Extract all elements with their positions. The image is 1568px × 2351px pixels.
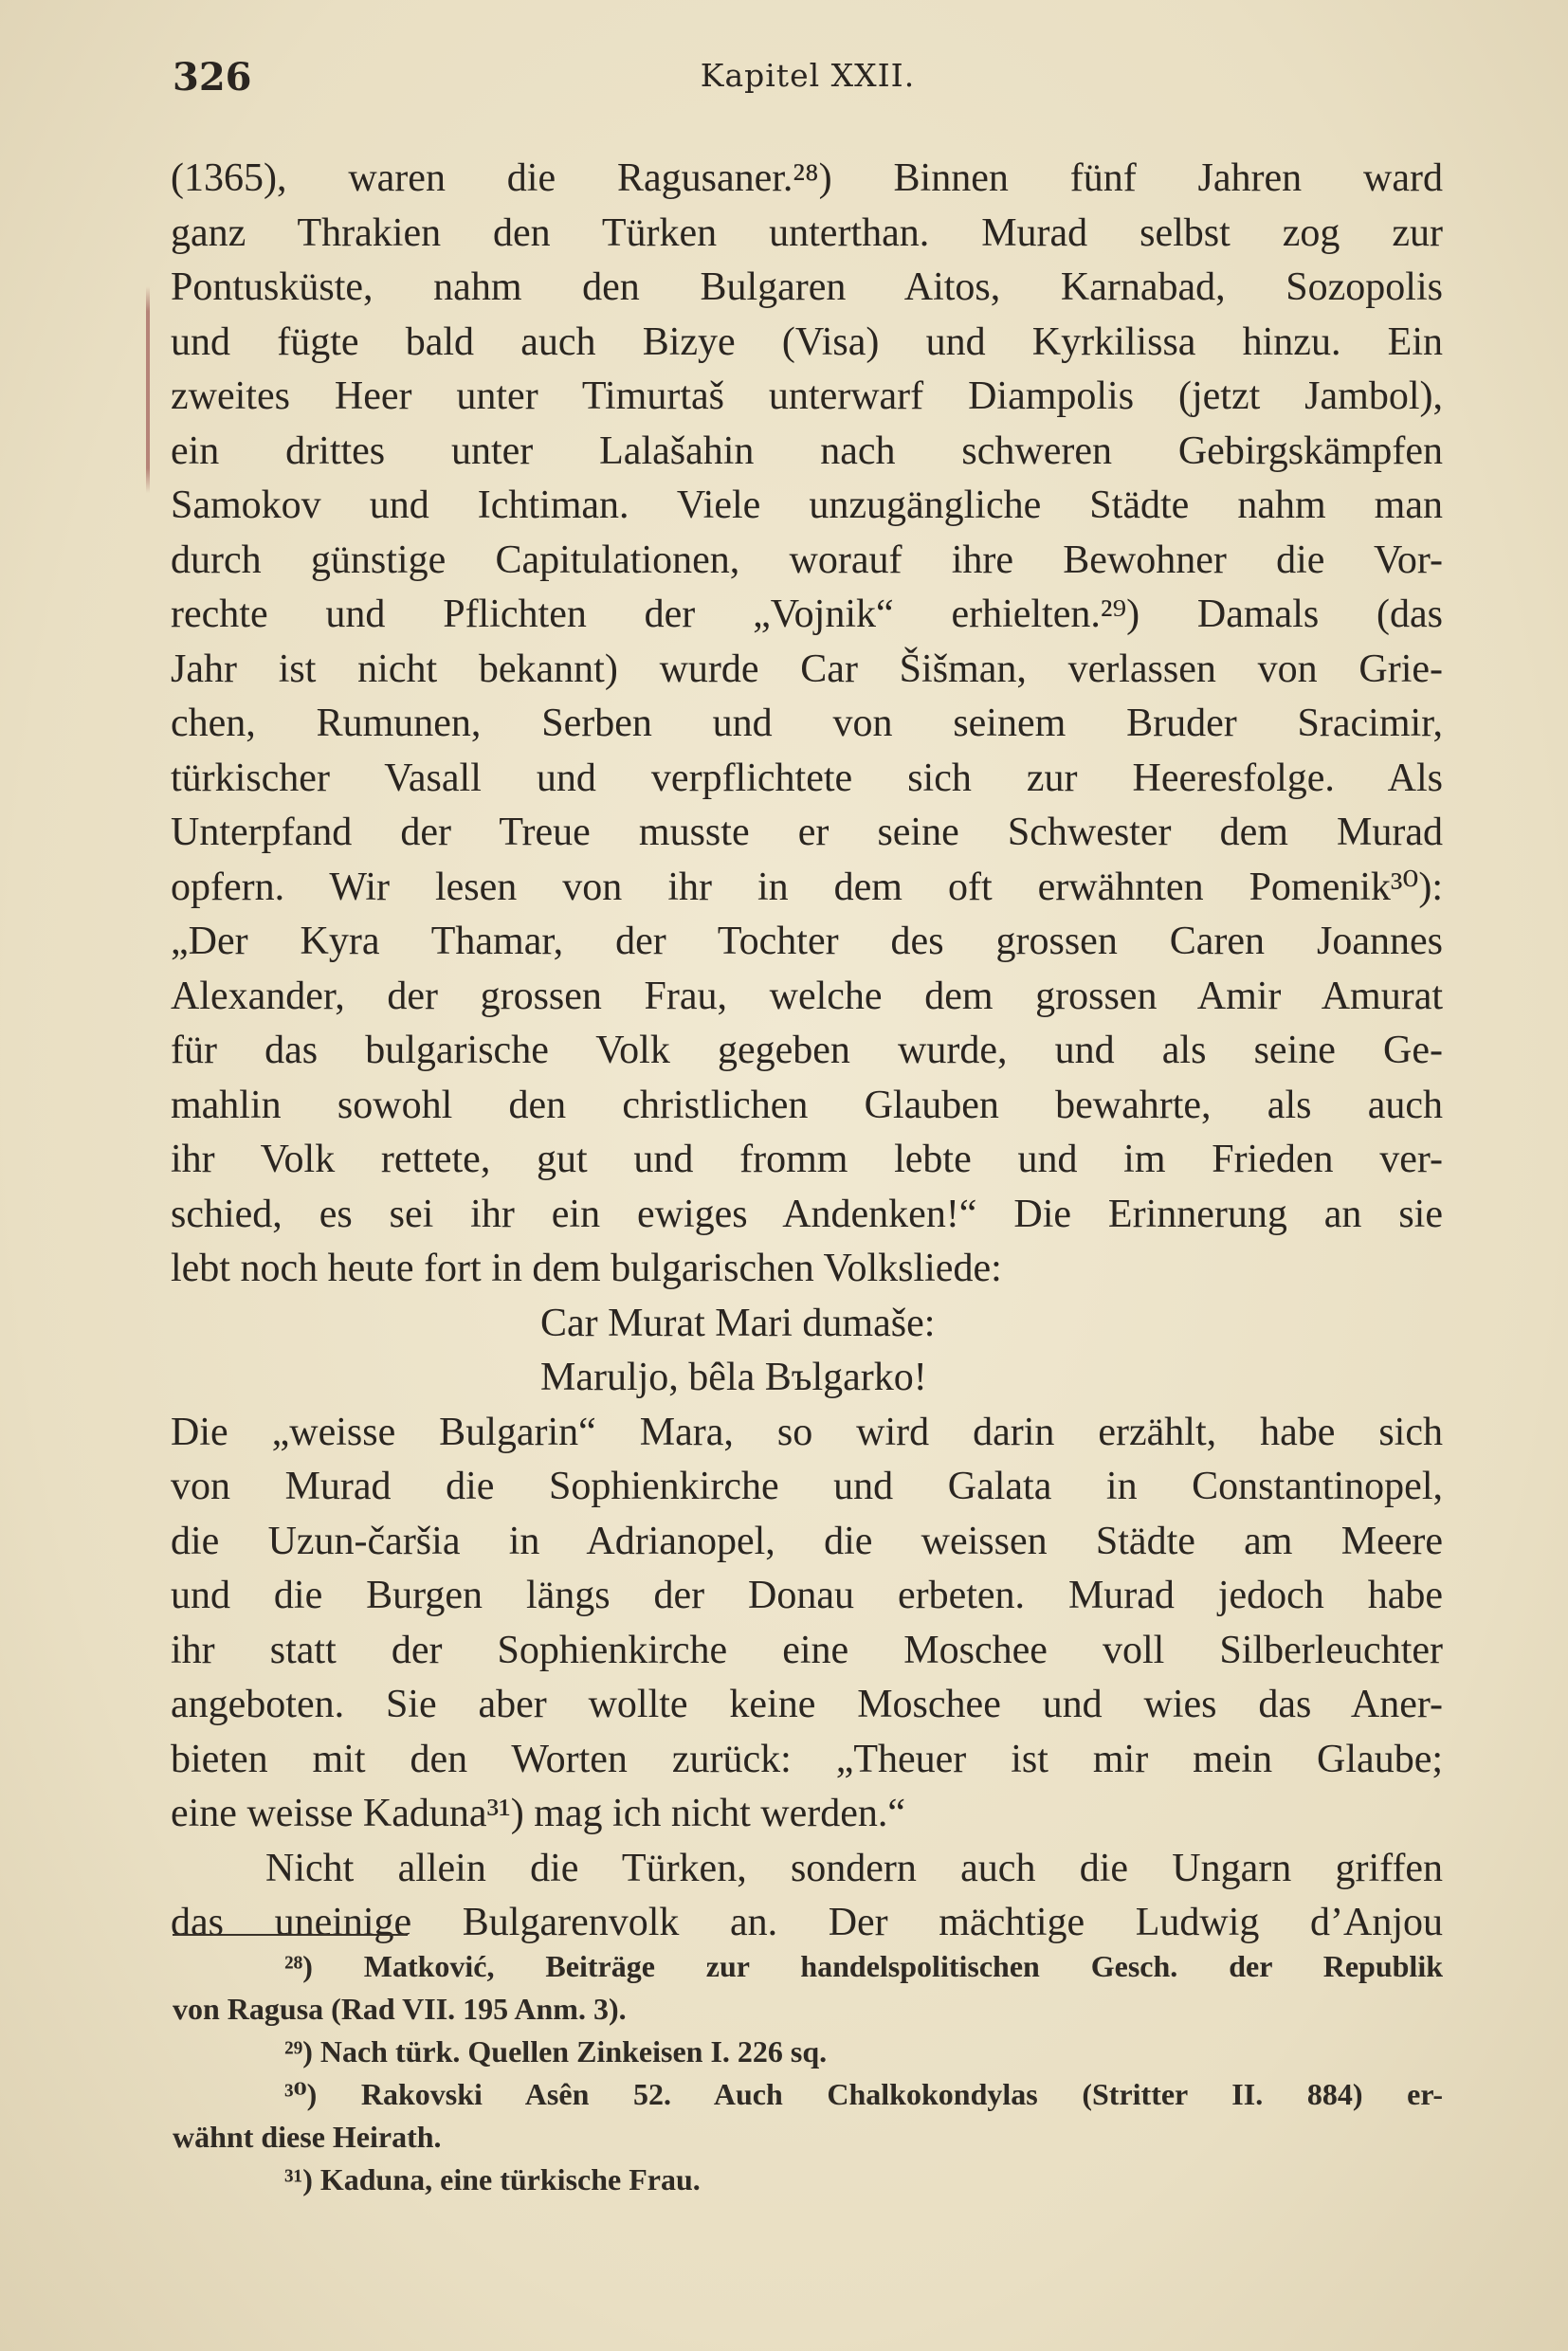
text-line: Alexander, der grossen Frau, welche dem grossen Amir Amurat xyxy=(171,974,1443,1018)
text-line: Pontusküste, nahm den Bulgaren Aitos, Karnabad, Sozopolis xyxy=(171,265,1443,309)
footnote-line: von Ragusa (Rad VII. 195 Anm. 3). xyxy=(173,1992,627,2026)
footnote-line: ²⁹) Nach türk. Quellen Zinkeisen I. 226 sq. xyxy=(284,2034,828,2069)
text-line: türkischer Vasall und verpflichtete sich zur Heeresfolge. Als xyxy=(171,756,1443,800)
text-line: bieten mit den Worten zurück: „Theuer ist mir mein Glaube; xyxy=(171,1737,1443,1781)
text-line: chen, Rumunen, Serben und von seinem Bruder Sracimir, xyxy=(171,702,1443,745)
text-line: und die Burgen längs der Donau erbeten. Murad jedoch habe xyxy=(171,1574,1443,1617)
text-line: Unterpfand der Treue musste er seine Schwester dem Murad xyxy=(171,811,1443,854)
footnote-divider xyxy=(173,1934,408,1936)
text-line: Samokov und Ichtiman. Viele unzugängliche Städte nahm man xyxy=(171,483,1443,527)
text-line: zweites Heer unter Timurtaš unterwarf Diampolis (jetzt Jambol), xyxy=(171,374,1443,418)
text-line: angeboten. Sie aber wollte keine Moschee und wies das Aner- xyxy=(171,1683,1443,1726)
footnote-line: ³⁰) Rakovski Asên 52. Auch Chalkokondylas (Stritter II. 884) er- xyxy=(284,2077,1443,2111)
footnote-line: ²⁸) Matković, Beiträge zur handelspolitischen Gesch. der Republik xyxy=(284,1949,1443,1983)
text-line: rechte und Pflichten der „Vojnik“ erhielten.²⁹) Damals (das xyxy=(171,592,1443,636)
text-line: und fügte bald auch Bizye (Visa) und Kyrkilissa hinzu. Ein xyxy=(171,319,1443,364)
margin-pencil-mark xyxy=(146,286,150,493)
text-line: eine weisse Kaduna³¹) mag ich nicht werden.“ xyxy=(171,1792,906,1835)
text-line: Die „weisse Bulgarin“ Mara, so wird darin erzählt, habe sich xyxy=(171,1410,1443,1454)
footnotes xyxy=(173,1945,1443,2201)
text-line: die Uzun-čaršia in Adrianopel, die weissen Städte am Meere xyxy=(171,1519,1443,1563)
text-line: ihr statt der Sophienkirche eine Moschee voll Silberleuchter xyxy=(171,1628,1443,1672)
verse-line: Car Murat Mari dumaše: xyxy=(540,1301,936,1345)
text-line: Nicht allein die Türken, sondern auch die Ungarn griffen xyxy=(265,1846,1443,1890)
footnote-line: ³¹) Kaduna, eine türkische Frau. xyxy=(284,2162,701,2196)
text-line: von Murad die Sophienkirche und Galata in Constantinopel, xyxy=(171,1465,1443,1508)
text-line: ihr Volk rettete, gut und fromm lebte und im Frieden ver- xyxy=(171,1138,1443,1181)
footnote-line: wähnt diese Heirath. xyxy=(173,2120,442,2154)
text-line: mahlin sowohl den christlichen Glauben bewahrte, als auch xyxy=(171,1083,1443,1127)
text-line: ein drittes unter Lalašahin nach schweren Gebirgskämpfen xyxy=(171,428,1443,473)
text-line: opfern. Wir lesen von ihr in dem oft erwähnten Pomenik³⁰): xyxy=(171,865,1443,909)
text-line: ganz Thrakien den Türken unterthan. Murad selbst zog zur xyxy=(171,210,1443,255)
text-line: „Der Kyra Thamar, der Tochter des grossen Caren Joannes xyxy=(171,920,1443,963)
text-line: das uneinige Bulgarenvolk an. Der mächtige Ludwig d’Anjou xyxy=(171,1901,1443,1944)
main-text xyxy=(171,152,1443,1951)
running-head: Kapitel XXII. xyxy=(700,57,916,94)
verse-line: Maruljo, bêla Bъlgarko! xyxy=(540,1356,927,1399)
page-header xyxy=(173,55,1443,102)
text-line: für das bulgarische Volk gegeben wurde, und als seine Ge- xyxy=(171,1029,1443,1072)
text-line: durch günstige Capitulationen, worauf ihre Bewohner die Vor- xyxy=(171,538,1443,582)
text-line: Jahr ist nicht bekannt) wurde Car Šišman, verlassen von Grie- xyxy=(171,647,1443,691)
text-line: schied, es sei ihr ein ewiges Andenken!“ Die Erinnerung an sie xyxy=(171,1192,1443,1236)
text-line: (1365), waren die Ragusaner.²⁸) Binnen fünf Jahren ward xyxy=(171,156,1443,200)
text-line: lebt noch heute fort in dem bulgarischen Volksliede: xyxy=(171,1247,1002,1290)
page-number: 326 xyxy=(173,55,252,100)
